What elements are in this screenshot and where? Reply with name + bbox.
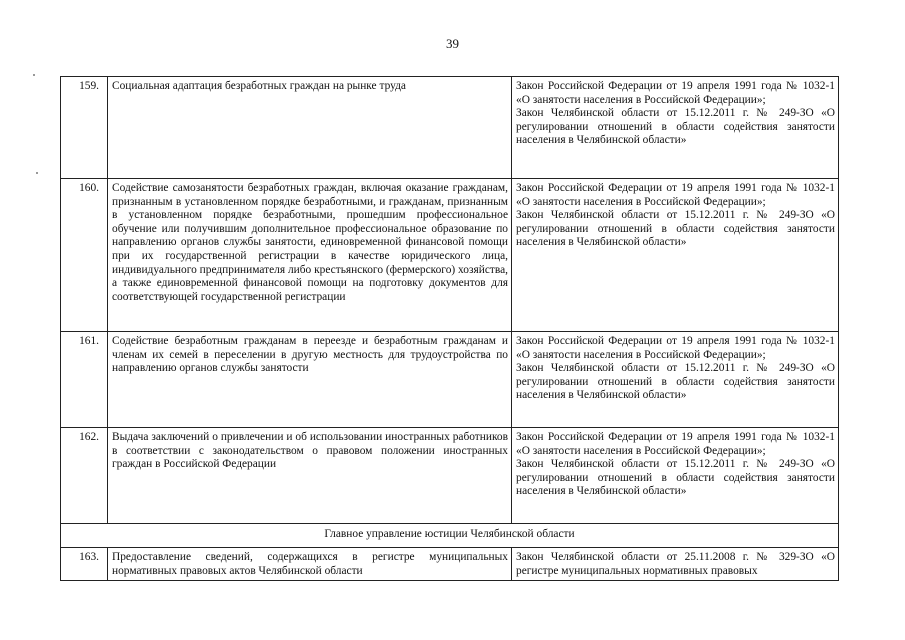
- federal-law-reference: Закон Российской Федерации от 19 апреля 1991 года № 1032-1 «О занятости населения в Российской Федерации»;: [516, 182, 835, 208]
- table-row: [61, 179, 839, 332]
- row-number: 161.: [61, 332, 108, 428]
- section-title: Главное управление юстиции Челябинской области: [61, 524, 839, 548]
- regional-law-reference: Закон Челябинской области от 15.12.2011 г. № 249-ЗО «О регулировании отношений в области содействия занятости населения в Челябинской области»: [516, 107, 835, 147]
- section-header-row: [61, 524, 839, 548]
- table-row: [61, 428, 839, 524]
- federal-law-reference: Закон Российской Федерации от 19 апреля 1991 года № 1032-1 «О занятости населения в Российской Федерации»;: [516, 80, 835, 106]
- legal-basis: [512, 548, 839, 581]
- federal-law-reference: Закон Российской Федерации от 19 апреля 1991 года № 1032-1 «О занятости населения в Российской Федерации»;: [516, 335, 835, 361]
- service-name: Выдача заключений о привлечении и об использовании иностранных работников в соответствии с законодательством о правовом положении иностранных граждан в Российской Федерации: [108, 428, 512, 524]
- table-row: [61, 548, 839, 581]
- table-row: [61, 77, 839, 179]
- service-name: Содействие самозанятости безработных граждан, включая оказание гражданам, признанным в установленном порядке безработными, и гражданам, признанным в установленном порядке безработными, прошедшим профессиональное обучение или получившим дополнительное профессиональное образование по направлению органов службы занятости, единовременной финансовой помощи при их государственной регистрации в качестве юридического лица, индивидуального предпринимателя либо крестьянского (фермерского) хозяйства, а также единовременной финансовой помощи на подготовку документов для соответствующей государственной регистрации: [108, 179, 512, 332]
- row-number: 160.: [61, 179, 108, 332]
- scan-speck: [36, 172, 38, 174]
- scan-speck: [33, 74, 35, 76]
- regional-law-reference: Закон Челябинской области от 25.11.2008 г. № 329-ЗО «О регистре муниципальных нормативных правовых: [516, 551, 835, 577]
- row-number: 163.: [61, 548, 108, 581]
- legal-basis: [512, 332, 839, 428]
- legal-basis: [512, 179, 839, 332]
- regional-law-reference: Закон Челябинской области от 15.12.2011 г. № 249-ЗО «О регулировании отношений в области содействия занятости населения в Челябинской области»: [516, 458, 835, 498]
- table-row: [61, 332, 839, 428]
- federal-law-reference: Закон Российской Федерации от 19 апреля 1991 года № 1032-1 «О занятости населения в Российской Федерации»;: [516, 431, 835, 457]
- services-table: [60, 76, 839, 581]
- page-number: 39: [446, 36, 459, 51]
- service-name: Содействие безработным гражданам в переезде и безработным гражданам и членам их семей в переселении в другую местность для трудоустройства по направлению органов службы занятости: [108, 332, 512, 428]
- service-name: Предоставление сведений, содержащихся в регистре муниципальных нормативных правовых актов Челябинской области: [108, 548, 512, 581]
- regional-law-reference: Закон Челябинской области от 15.12.2011 г. № 249-ЗО «О регулировании отношений в области содействия занятости населения в Челябинской области»: [516, 209, 835, 249]
- row-number: 162.: [61, 428, 108, 524]
- service-name: Социальная адаптация безработных граждан на рынке труда: [108, 77, 512, 179]
- legal-basis: [512, 77, 839, 179]
- legal-basis: [512, 428, 839, 524]
- regional-law-reference: Закон Челябинской области от 15.12.2011 г. № 249-ЗО «О регулировании отношений в области содействия занятости населения в Челябинской области»: [516, 362, 835, 402]
- row-number: 159.: [61, 77, 108, 179]
